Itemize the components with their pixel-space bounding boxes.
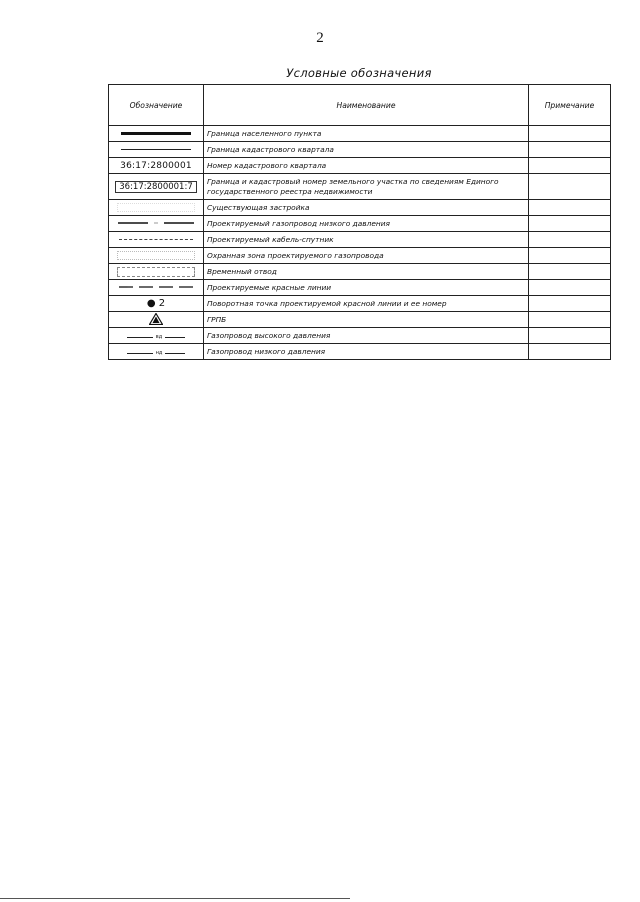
- header-note: Примечание: [529, 85, 611, 126]
- existing-building-icon: [117, 203, 195, 212]
- name-cell: Номер кадастрового квартала: [204, 158, 529, 174]
- name-cell: Проектируемые красные линии: [204, 280, 529, 296]
- symbol-cell: [109, 126, 204, 142]
- bottom-divider: [0, 898, 350, 899]
- note-cell: [529, 142, 611, 158]
- symbol-cell: [109, 280, 204, 296]
- legend-row: [109, 142, 611, 158]
- legend-row: [109, 328, 611, 344]
- legend-row: [109, 296, 611, 312]
- name-cell: Временный отвод: [204, 264, 529, 280]
- symbol-cell: [109, 232, 204, 248]
- legend-title: Условные обозначения: [286, 66, 432, 80]
- name-cell: Граница и кадастровый номер земельного участка по сведениям Единого государственного реестра недвижимости: [204, 174, 529, 200]
- legend-row: [109, 264, 611, 280]
- name-cell: Проектируемый кабель-спутник: [204, 232, 529, 248]
- cadastral-parcel-number: 36:17:2800001:7: [115, 181, 197, 193]
- name-cell: Поворотная точка проектируемой красной линии и ее номер: [204, 296, 529, 312]
- name-cell: Граница населенного пункта: [204, 126, 529, 142]
- symbol-cell: [109, 248, 204, 264]
- red-line-icon: [119, 284, 193, 290]
- name-cell: Охранная зона проектируемого газопровода: [204, 248, 529, 264]
- legend-row: [109, 344, 611, 360]
- symbol-cell: [109, 344, 204, 360]
- legend-row: [109, 174, 611, 200]
- low-pressure-gas-line-icon: [127, 350, 186, 356]
- symbol-cell: [109, 216, 204, 232]
- legend-row: [109, 280, 611, 296]
- note-cell: [529, 158, 611, 174]
- header-designation: Обозначение: [109, 85, 204, 126]
- name-cell: Существующая застройка: [204, 200, 529, 216]
- legend-row: [109, 248, 611, 264]
- quarter-boundary-line-icon: [121, 149, 191, 150]
- name-cell: ГРПБ: [204, 312, 529, 328]
- grpb-warning-triangle-icon: [149, 313, 163, 325]
- symbol-cell: [109, 296, 204, 312]
- note-cell: [529, 344, 611, 360]
- legend-table: [108, 84, 611, 360]
- cable-line-icon: [119, 239, 193, 240]
- note-cell: [529, 264, 611, 280]
- note-cell: [529, 200, 611, 216]
- legend-row: [109, 232, 611, 248]
- note-cell: [529, 328, 611, 344]
- legend-row: [109, 158, 611, 174]
- symbol-cell: [109, 200, 204, 216]
- name-cell: Газопровод низкого давления: [204, 344, 529, 360]
- settlement-boundary-line-icon: [121, 132, 191, 135]
- protection-zone-icon: [117, 251, 195, 260]
- legend-header-row: [109, 85, 611, 126]
- note-cell: [529, 312, 611, 328]
- note-cell: [529, 216, 611, 232]
- symbol-cell: [109, 312, 204, 328]
- name-cell: Газопровод высокого давления: [204, 328, 529, 344]
- legend-row: [109, 312, 611, 328]
- note-cell: [529, 174, 611, 200]
- note-cell: [529, 248, 611, 264]
- name-cell: Проектируемый газопровод низкого давления: [204, 216, 529, 232]
- symbol-cell: [109, 142, 204, 158]
- note-cell: [529, 296, 611, 312]
- page-number: 2: [316, 30, 324, 46]
- designed-gas-pipe-line-icon: [118, 220, 194, 226]
- note-cell: [529, 232, 611, 248]
- symbol-cell: [109, 158, 204, 174]
- gas-line-code: вд: [155, 334, 163, 341]
- name-cell: Граница кадастрового квартала: [204, 142, 529, 158]
- temporary-allotment-icon: [117, 267, 195, 277]
- legend-row: [109, 200, 611, 216]
- symbol-cell: [109, 174, 204, 200]
- cadastral-quarter-number: 36:17:2800001: [120, 160, 192, 171]
- note-cell: [529, 280, 611, 296]
- note-cell: [529, 126, 611, 142]
- high-pressure-gas-line-icon: [127, 334, 185, 340]
- legend-row: [109, 126, 611, 142]
- legend-row: [109, 216, 611, 232]
- turning-point-marker: ● 2: [146, 298, 166, 309]
- gas-line-code: нд: [155, 350, 163, 357]
- header-name: Наименование: [204, 85, 529, 126]
- symbol-cell: [109, 264, 204, 280]
- symbol-cell: [109, 328, 204, 344]
